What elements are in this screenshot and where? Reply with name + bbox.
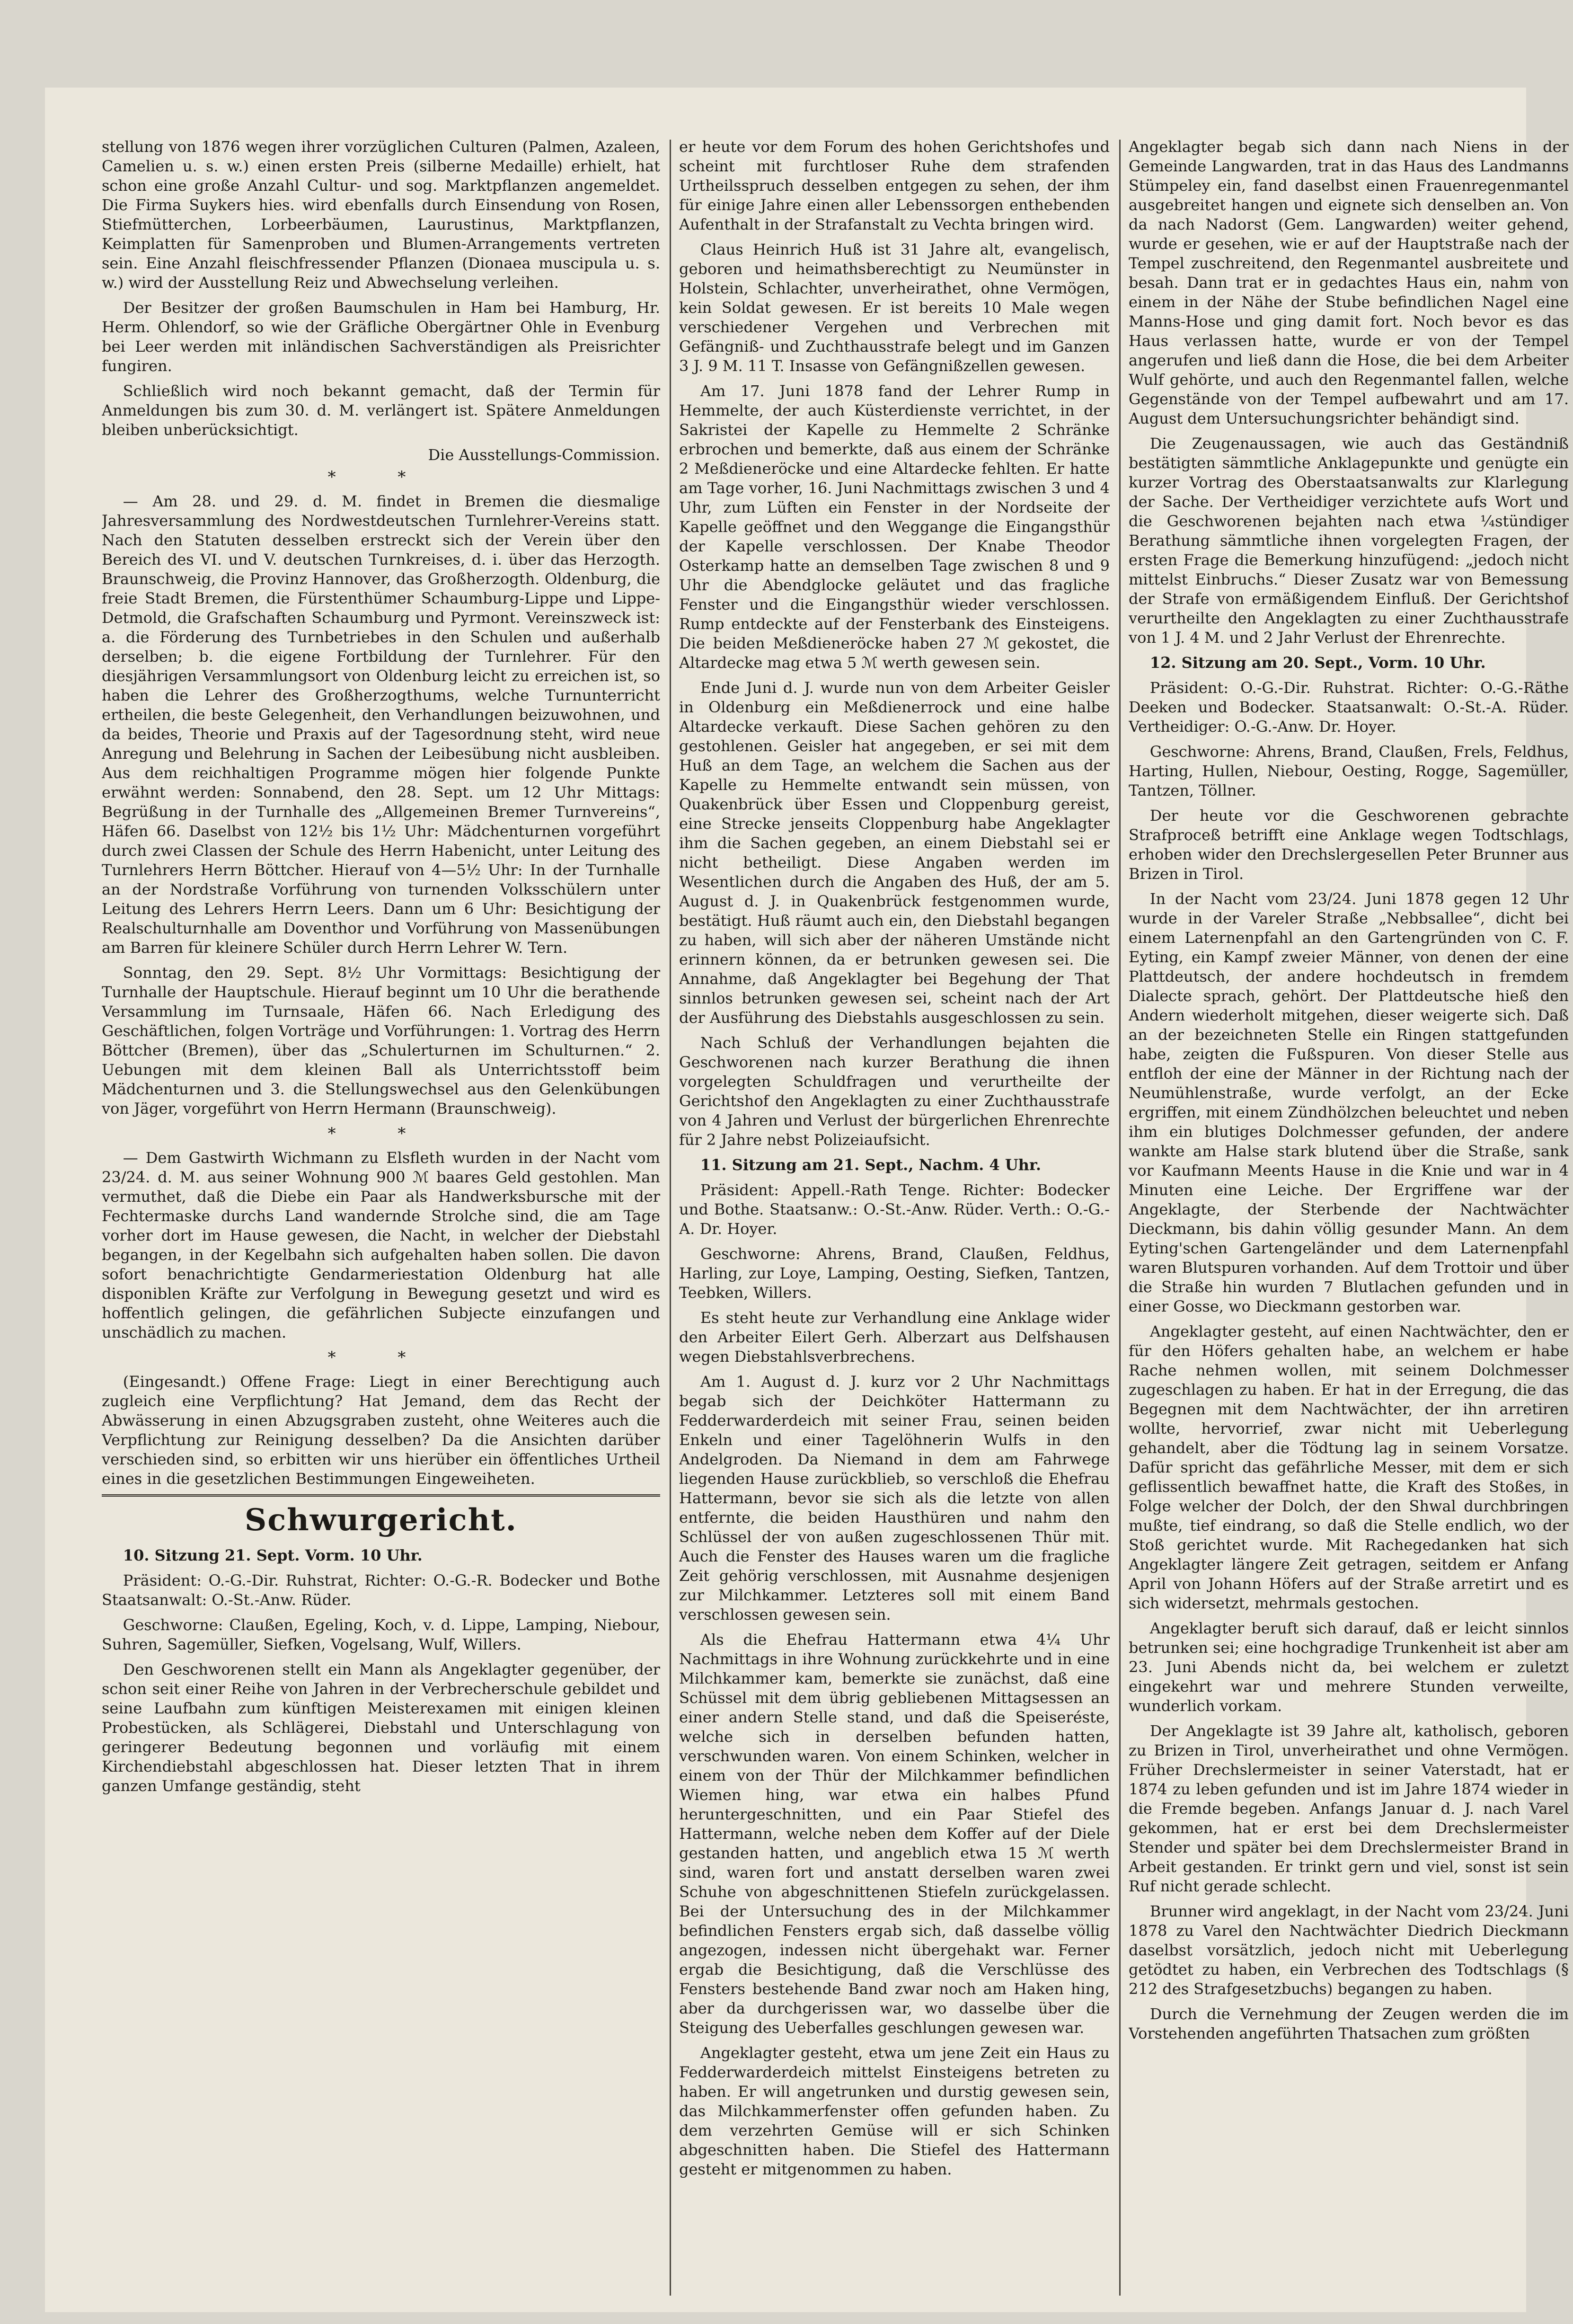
sitting-11-header: 11. Sitzung am 21. Sept., Nachm. 4 Uhr. xyxy=(700,1156,1041,1174)
column-divider xyxy=(670,140,671,2296)
column-1 xyxy=(102,137,660,2296)
paragraph-huss-verdict: Nach Schluß der Verhandlungen bejahten die Geschworenen nach kurzer Berathung die ihnen vorgelegten Schuldfragen und verurtheilte der Gerichtshof den Angeklagten zu einer Zuchthausstrafe von 4 Jahren und Verlust der bürgerlichen Ehrenrechte für 2 Jahre nebst Polizeiaufsicht. xyxy=(679,1034,1110,1149)
sitting-12-court: Präsident: O.-G.-Dir. Ruhstrat. Richter: O.-G.-Räthe Deeken und Bodecker. Staatsanwalt: O.-St.-A. Rüder. Vertheidiger: O.-G.-Anw. Dr. Hoyer. xyxy=(1129,679,1569,736)
paragraph-judges: Der Besitzer der großen Baumschulen in Ham bei Hamburg, Hr. Herm. Ohlendorf, so wie der Gräfliche Obergärtner Ohle in Evenburg bei Leer werden mit inländischen Sachverständigen als Preisrichter fungiren. xyxy=(102,299,660,375)
paragraph-niens-langwarden: Angeklagter begab sich dann nach Niens in der Gemeinde Langwarden, trat in das Haus des Landmanns Stümpeley ein, fand daselbst einen Frauenregenmantel ausgebreitet hangen und eignete sich denselben an. Von da nach Nadorst (Gem. Langwarden) weiter gehend, wurde er gesehen, wie er auf der Hauptstraße nach der Tempel zuschreitend, den Regenmantel ausbreitete und besah. Dann trat er in gedachtes Haus ein, nahm von einem in der Nähe der Stube befindlichen Nagel eine Manns-Hose und ging damit fort. Noch bevor es das Haus verlassen hatte, wurde er von der Tempel angerufen und ließ dann die Hose, die bei dem Arbeiter Wulf gehörte, und auch den Regenmantel fallen, welche Gegenstände von der Tempel aufbewahrt und am 17. August dem Untersuchungsrichter behändigt sind. xyxy=(1129,138,1569,427)
paragraph-brunner-accusation: Brunner wird angeklagt, in der Nacht vom 23/24. Juni 1878 zu Varel den Nachtwächter Diedrich Dieckmann daselbst vorsätzlich, jedoch nicht mit Ueberlegung getödtet zu haben, ein Verbrechen des Todtschlags (§ 212 des Strafgesetzbuchs) begangen zu haben. xyxy=(1129,1902,1569,1998)
paragraph-milk-chamber: Als die Ehefrau Hattermann etwa 4¼ Uhr Nachmittags in ihre Wohnung zurückkehrte und in eine Milchkammer kam, bemerkte sie zunächst, daß eine Schüssel mit dem übrig gebliebenen Mittagsessen an einer andern Stelle stand, und daß die Speiseréste, welche sich in derselben befunden hatten, verschwunden waren. Von einem Schinken, welcher in einem von der Thür der Milchkammer befindlichen Wiemen hing, war etwa ein halbes Pfund heruntergeschnitten, und ein Paar Stiefel des Hattermann, welche neben dem Koffer auf der Diele gestanden hatten, und angeblich etwa 15 ℳ werth sind, waren fort und anstatt derselben waren zwei Schuhe von abgeschnittenen Stiefeln zurückgelassen. Bei der Untersuchung des in der Milchkammer befindlichen Fensters ergab sich, daß dasselbe völlig angezogen, indessen nicht übergehakt war. Ferner ergab die Besichtigung, daß die Verschlüsse des Fensters bestehende Band zwar noch am Haken hing, aber da durchgerissen war, wo dasselbe über die Steigung des Ueberfalles geschlungen gewesen war. xyxy=(679,1631,1110,2037)
sitting-11-jurors: Geschworne: Ahrens, Brand, Claußen, Feldhus, Harling, zur Loye, Lamping, Oesting, Siefken, Tantzen, Teebken, Willers. xyxy=(679,1245,1110,1302)
paragraph-elsfleth-theft: — Dem Gastwirth Wichmann zu Elsfleth wurden in der Nacht vom 23/24. d. M. aus seiner Wohnung 900 ℳ baares Geld gestohlen. Man vermuthet, daß die Diebe ein Paar als Handwerksbursche mit der Fechtermaske durchs Land wandernde Strolche sind, die am Tage vorher dort im Hause gewesen, die Nacht, in welcher der Diebstahl begangen, in der Kegelbahn sich aufgehalten haben sollen. Die davon sofort benachrichtigte Gendarmeriestation Oldenburg hat alle disponiblen Kräfte zur Verfolgung in Bewegung gesetzt und wird es hoffentlich gelingen, die gefährlichen Subjecte einzufangen und unschädlich zu machen. xyxy=(102,1149,660,1341)
sitting-12-jurors: Geschworne: Ahrens, Brand, Claußen, Frels, Feldhus, Harting, Hullen, Niebour, Oesting, Rogge, Sagemüller, Tantzen, Töllner. xyxy=(1129,743,1569,799)
sitting-10-jurors: Geschworne: Claußen, Egeling, Koch, v. d. Lippe, Lamping, Niebour, Suhren, Sagemüller, Siefken, Vogelsang, Wulf, Willers. xyxy=(102,1616,660,1653)
paragraph-sunday-program: Sonntag, den 29. Sept. 8½ Uhr Vormittags: Besichtigung der Turnhalle der Hauptschule. Hierauf beginnt um 10 Uhr die berathende Versammlung im Turnsaale, Häfen 66. Nach Erledigung des Geschäftlichen, folgen Vorträge und Vorführungen: 1. Vortrag des Herrn Böttcher (Bremen), über das „Schulerturnen im Schulturnen.“ 2. Uebungen mit dem kleinen Ball als Unterrichtsstoff beim Mädchenturnen und 3. die Stellungswechsel aus den Gelenkübungen von Jäger, vorgeführt von Herrn Hermann (Braunschweig). xyxy=(102,964,660,1118)
sitting-10-case-intro: Den Geschworenen stellt ein Mann als Angeklagter gegenüber, der schon seit einer Reihe von Jahren in der Verbrecherschule gebildet und seine Laufbahn zum künftigen Meisterexamen mit einigen kleinen Probestücken, als Schlägerei, Diebstahl und Unterschlagung von geringerer Bedeutung begonnen und vorläufig mit einem Kirchendiebstahl abgeschlossen hat. Dieser letzten That in ihrem ganzen Umfange geständig, steht xyxy=(102,1660,660,1795)
paragraph-registration-deadline: Schließlich wird noch bekannt gemacht, daß der Termin für Anmeldungen bis zum 30. d. M. verlängert ist. Spätere Anmeldungen bleiben unberücksichtigt. xyxy=(102,382,660,439)
paragraph-brunner-charge: Der heute vor die Geschworenen gebrachte Strafproceß betrifft eine Anklage wegen Todtschlags, erhoben wider den Drechslergesellen Peter Brunner aus Brizen in Tirol. xyxy=(1129,807,1569,883)
paragraph-exhibition-cultures: stellung von 1876 wegen ihrer vorzüglichen Culturen (Palmen, Azaleen, Camelien u. s. w.) einen ersten Preis (silberne Medaille) erhielt, hat schon eine große Anzahl Cultur- und sog. Marktpflanzen angemeldet. Die Firma Suykers hies. wird ebenfalls durch Einsendung von Rosen, Stiefmütterchen, Lorbeerbäumen, Laurustinus, Marktpflanzen, Keimplatten für Samenproben und Blumen-Arrangements vertreten sein. Eine Anzahl fleischfressender Pflanzen (Dionaea muscipula u. s. w.) wird der Ausstellung Reiz und Abwechselung verleihen. xyxy=(102,138,660,292)
sitting-11-court: Präsident: Appell.-Rath Tenge. Richter: Bodecker und Bothe. Staatsanw.: O.-St.-Anw. Rüder. Verth.: O.-G.-A. Dr. Hoyer. xyxy=(679,1181,1110,1238)
paragraph-witness-examination: Durch die Vernehmung der Zeugen werden die im Vorstehenden angeführten Thatsachen zum größten xyxy=(1129,2005,1569,2042)
paragraph-huss-hearing: er heute vor dem Forum des hohen Gerichtshofes und scheint mit furchtloser Ruhe dem strafenden Urtheilsspruch desselben entgegen zu sehen, der ihm für einige Jahre einen aller Lebenssorgen enthebenden Aufenthalt in der Strafanstalt zu Vechta bringen wird. xyxy=(679,138,1110,233)
sitting-12-header: 12. Sitzung am 20. Sept., Vorm. 10 Uhr. xyxy=(1149,654,1486,672)
section-separator-stars: * * xyxy=(327,1124,434,1143)
paragraph-eingesandt-question: (Eingesandt.) Offene Frage: Liegt in einer Berechtigung auch zugleich eine Verpflichtung? Hat Jemand, dem das Recht der Abwässerung in einen Abzugsgraben zusteht, ohne Weiteres auch die Verpflichtung zur Reinigung desselben? Da die Ansichten darüber verschieden sind, so erbitten wir uns hierüber ein öffentliches Urtheil eines in die gesetzlichen Bestimmungen Eingeweiheten. xyxy=(102,1373,660,1488)
paragraph-brunner-biography: Der Angeklagte ist 39 Jahre alt, katholisch, geboren zu Brizen in Tirol, unverheirathet und ohne Vermögen. Früher Drechslermeister in seiner Vaterstadt, hat er 1874 zu leben gefunden und ist im Jahre 1874 wieder in die Fremde begeben. Anfangs Januar d. J. nach Varel gekommen, hat er erst bei dem Drechslermeister Stender und später bei dem Drechslermeister Brand in Arbeit gestanden. Er trinkt gern und viel, sonst ist sein Ruf nicht gerade schlecht. xyxy=(1129,1722,1569,1895)
paragraph-turnlehrer-verein: — Am 28. und 29. d. M. findet in Bremen die diesmalige Jahresversammlung des Nordwestdeutschen Turnlehrer-Vereins statt. Nach den Statuten desselben erstreckt sich der Verein über den Bereich des VI. und V. deutschen Turnkreises, d. i. über das Herzogth. Braunschweig, die Provinz Hannover, das Großherzogth. Oldenburg, die freie Stadt Bremen, die Fürstenthümer Schaumburg-Lippe und Lippe-Detmold, die Grafschaften Schaumburg und Pyrmont. Vereinszweck ist: a. die Förderung des Turnbetriebes in den Schulen und außerhalb derselben; b. die eigene Fortbildung der Turnlehrer. Für den diesjährigen Versammlungsort von Oldenburg leicht zu erreichen ist, so haben die Lehrer des Großherzogthums, welche Turnunterricht ertheilen, die beste Gelegenheit, den Verhandlungen beizuwohnen, und da beides, Theorie und Praxis auf der Tagesordnung steht, wird neue Anregung und Belehrung in Sachen der Leibesübung nicht ausbleiben. Aus dem reichhaltigen Programme mögen hier folgende Punkte erwähnt werden: Sonnabend, den 28. Sept. um 12 Uhr Mittags: Begrüßung in der Turnhalle des „Allgemeinen Bremer Turnvereins“, Häfen 66. Daselbst von 12½ bis 1½ Uhr: Mädchenturnen vorgeführt durch zwei Classen der Schule des Herrn Habenicht, unter Leitung des Turnlehrers Herrn Böttcher. Hierauf von 4—5½ Uhr: In der Turnhalle an der Nordstraße Vorführung von turnenden Volksschülern unter Leitung des Lehrers Herrn Leers. Dann um 6 Uhr: Besichtigung der Realschulturnhalle am Doventhor und Vorführung von Massenübungen am Barren für kleinere Schüler durch Herrn Lehrer W. Tern. xyxy=(102,492,660,957)
section-separator-stars: * * xyxy=(327,468,434,487)
exhibition-commission-signature: Die Ausstellungs-Commission. xyxy=(428,446,660,464)
newspaper-page xyxy=(45,88,1569,2312)
paragraph-witness-verdict: Die Zeugenaussagen, wie auch das Geständniß bestätigten sämmtliche Anklagepunkte und genügte ein kurzer Vortrag des Oberstaatsanwalts zur Klarlegung der Sache. Der Vertheidiger verzichtete aufs Wort und die Geschworenen bejahten nach etwa ¼stündiger Berathung sämmtliche ihnen vorgelegten Fragen, der ersten Frage die Bemerkung hinzufügend: „jedoch nicht mittelst Einbruchs.“ Dieser Zusatz war von Bemessung der Strafe von ermäßigendem Einfluß. Der Gerichtshof verurtheilte den Angeklagten zu einer Zuchthausstrafe von 1 J. 4 M. und 2 Jahr Verlust der Ehrenrechte. xyxy=(1129,435,1569,647)
sitting-11-charge: Es steht heute zur Verhandlung eine Anklage wider den Arbeiter Eilert Gerh. Alberzart aus Delfshausen wegen Diebstahlsverbrechens. xyxy=(679,1309,1110,1366)
column-divider xyxy=(1119,140,1121,2296)
paragraph-huss-biography: Claus Heinrich Huß ist 31 Jahre alt, evangelisch, geboren und heimathsberechtigt zu Neumünster in Holstein, Schlachter, unverheirathet, ohne Vermögen, kein Soldat gewesen. Er ist bereits 10 Male wegen verschiedener Vergehen und Verbrechen mit Gefängniß- und Zuchthausstrafe belegt und im Ganzen 3 J. 9 M. 11 T. Insasse von Gefängnißzellen gewesen. xyxy=(679,240,1110,375)
sitting-10-court: Präsident: O.-G.-Dir. Ruhstrat, Richter: O.-G.-R. Bodecker und Bothe Staatsanwalt: O.-St.-Anw. Rüder. xyxy=(102,1571,660,1609)
section-heading-schwurgericht: Schwurgericht. xyxy=(245,1502,517,1538)
section-divider-rule xyxy=(102,1494,660,1497)
paragraph-hattermann-house: Am 1. August d. J. kurz vor 2 Uhr Nachmittags begab sich der Deichköter Hattermann zu Fedderwarderdeich mit seiner Frau, seinen beiden Enkeln und einer Tagelöhnerin Wulfs in den Andelgroden. Da Niemand in dem am Fahrwege liegenden Hause zurückblieb, so verschloß die Ehefrau Hattermann, bevor sie sich als die letzte von allen entfernte, die beiden Hausthüren und nahm den Schlüssel der von außen zugeschlossenen Thür mit. Auch die Fenster des Hauses waren um die fragliche Zeit gehörig verschlossen, mit Ausnahme desjenigen zur Milchkammer. Letzteres soll mit einem Band verschlossen gewesen sein. xyxy=(679,1373,1110,1623)
paragraph-vareler-strasse: In der Nacht vom 23/24. Juni 1878 gegen 12 Uhr wurde in der Vareler Straße „Nebbsallee“, dicht bei einem Laternenpfahl an den Gartengründen von C. F. Eyting, ein Kampf zweier Männer, von denen der eine Plattdeutsch, der andere hochdeutsch in fremdem Dialecte sprach, gehört. Der Plattdeutsche hieß den Andern wiederholt mitgehen, dieser weigerte sich. Daß an der bezeichneten Stelle ein Ringen stattgefunden habe, zeigten die Fußspuren. Von dieser Stelle aus entfloh der eine der Männer in der Richtung nach der Neumühlenstraße, wurde verfolgt, an der Ecke ergriffen, mit einem Zündhölzchen beleuchtet und neben ihm ein blutiges Dolchmesser gefunden, der andere wankte am Halse stark blutend über die Straße, sank vor Kaufmann Meents Hause in die Knie und war in 4 Minuten eine Leiche. Der Ergriffene war der Angeklagte, der Sterbende der Nachtwächter Dieckmann, bis dahin völlig gesunder Mann. An dem Eyting'schen Gartengeländer und dem Laternenpfahl waren Blutspuren vorhanden. Auf dem Trottoir und über die Straße hin wurden 7 Blutlachen gefunden und in einer Gosse, wo Dieckmann gestorben war. xyxy=(1129,890,1569,1315)
sitting-10-header: 10. Sitzung 21. Sept. Vorm. 10 Uhr. xyxy=(123,1546,423,1564)
paragraph-drunkenness-claim: Angeklagter beruft sich darauf, daß er leicht sinnlos betrunken sei; eine hochgradige Trunkenheit ist aber am 23. Juni Abends nicht da, bei welchem er zuletzt eingekehrt war und mehrere Stunden verweilte, wunderlich vorkam. xyxy=(1129,1619,1569,1715)
section-separator-stars: * * xyxy=(327,1348,434,1367)
paragraph-defendant-confession: Angeklagter gesteht, etwa um jene Zeit ein Haus zu Fedderwarderdeich mittelst Einsteigens betreten zu haben. Er will angetrunken und durstig gewesen sein, das Milchkammerfenster offen gefunden haben. Zu dem verzehrten Gemüse will er sich Schinken abgeschnitten haben. Die Stiefel des Hattermann gesteht er mitgenommen zu haben. xyxy=(679,2044,1110,2178)
paragraph-defendant-admits: Angeklagter gesteht, auf einen Nachtwächter, den er für den Höfers gehalten habe, an welchem er habe Rache nehmen wollen, mit seinem Dolchmesser zugeschlagen zu haben. Er hat in der Erregung, die das Begegnen mit dem Nachtwächter, der ihn arretiren wollte, hervorrief, zwar nicht mit Ueberlegung gehandelt, aber die Tödtung lag in seinem Vorsatze. Dafür spricht das gefährliche Messer, mit dem er sich geflissentlich bewaffnet hatte, die Kraft des Stoßes, in Folge welcher der Dolch, der den Shwal durchbringen mußte, tief eindrang, so daß die Stelle endlich, wo der Stoß gerichtet wurde. Mit Rachegedanken hat sich Angeklagter längere Zeit getragen, seitdem er Anfang April von Johann Höfers auf der Straße arretirt und es sich widersetzt, mehrmals gestochen. xyxy=(1129,1322,1569,1612)
paragraph-hemmelte-chapel: Am 17. Juni 1878 fand der Lehrer Rump in Hemmelte, der auch Küsterdienste verrichtet, in der Sakristei der Kapelle zu Hemmelte 2 Schränke erbrochen und bemerkte, daß aus einem der Schränke 2 Meßdieneröcke und eine Altardecke fehlten. Er hatte am Tage vorher, 16. Juni Nachmittags zwischen 3 und 4 Uhr, zum Lüften ein Fenster in der Nordseite der Kapelle geöffnet und den Weggange die Eingangsthür der Kapelle verschlossen. Der Knabe Theodor Osterkamp hatte an demselben Tage zwischen 8 und 9 Uhr die Abendglocke geläutet und das fragliche Fenster und die Eingangsthür wieder verschlossen. Rump entdeckte auf der Fensterbank des Einsteigens. Die beiden Meßdieneröcke haben 27 ℳ gekostet, die Altardecke mag etwa 5 ℳ werth gewesen sein. xyxy=(679,382,1110,672)
column-2 xyxy=(679,137,1110,2296)
paragraph-geisler-sale: Ende Juni d. J. wurde nun von dem Arbeiter Geisler in Oldenburg ein Meßdienerrock und eine halbe Altardecke verkauft. Diese Sachen gehören zu den gestohlenen. Geisler hat angegeben, er sei mit dem Huß an dem Tage, an welchem die Sachen aus der Kapelle zu Hemmelte entwandt sein müssen, von Quakenbrück über Essen und Cloppenburg gereist, eine Strecke jenseits Cloppenburg habe Angeklagter ihm die Sachen gegeben, an einem Diebstahl sei er nicht betheiligt. Diese Angaben werden im Wesentlichen durch die Angaben des Huß, der am 5. August d. J. in Quakenbrück festgenommen wurde, bestätigt. Huß räumt auch ein, den Diebstahl begangen zu haben, will sich aber der näheren Umstände nicht erinnern können, da er betrunken gewesen sei. Die Annahme, daß Angeklagter bei Begehung der That sinnlos betrunken gewesen sei, scheint nach der Art der Ausführung des Diebstahls ausgeschlossen zu sein. xyxy=(679,679,1110,1027)
column-3 xyxy=(1129,137,1569,2296)
